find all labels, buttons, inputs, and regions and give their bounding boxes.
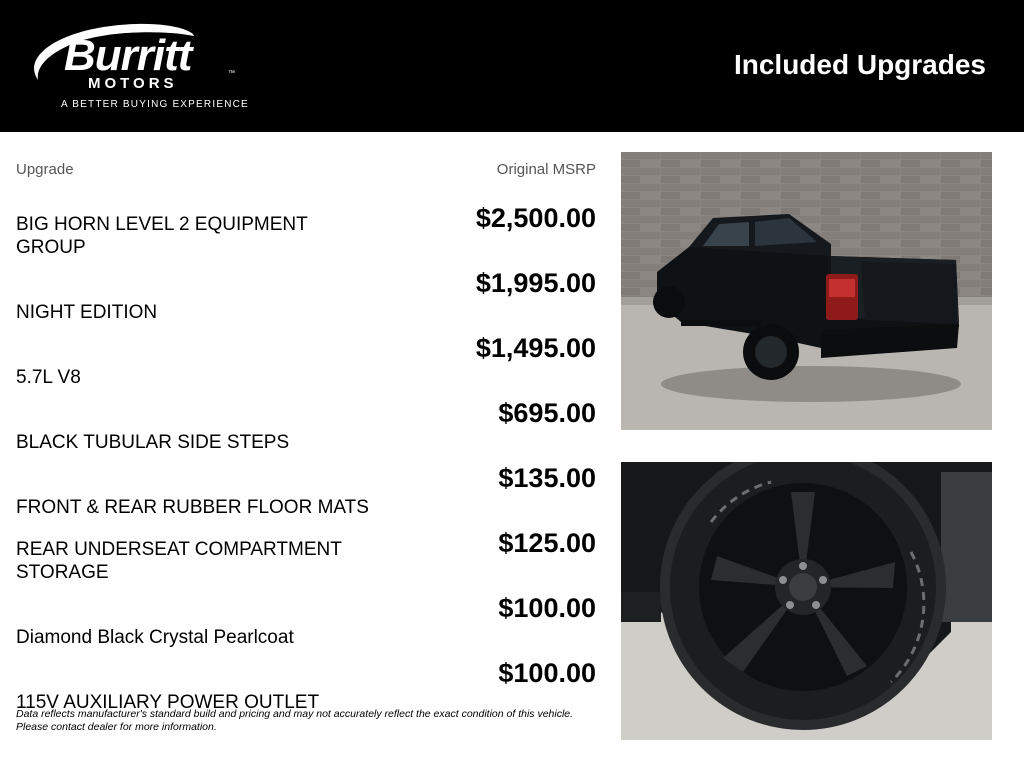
upgrade-name: Diamond Black Crystal Pearlcoat bbox=[16, 627, 294, 648]
upgrade-row bbox=[0, 592, 610, 657]
upgrade-name: FRONT & REAR RUBBER FLOOR MATS bbox=[16, 497, 369, 518]
disclaimer-text: Data reflects manufacturer's standard build and pricing and may not accurately reflect the exact condition of this vehicle. Please contact dealer for more information. bbox=[16, 708, 574, 733]
upgrade-price: $100.00 bbox=[498, 593, 596, 623]
truck-rear-photo[interactable] bbox=[621, 152, 992, 430]
upgrade-price: $695.00 bbox=[498, 398, 596, 428]
upgrade-name: BLACK TUBULAR SIDE STEPS bbox=[16, 432, 290, 453]
logo-trademark: ™ bbox=[228, 70, 235, 77]
header-banner bbox=[0, 0, 1024, 132]
upgrade-price: $135.00 bbox=[498, 463, 596, 493]
upgrade-price: $1,495.00 bbox=[475, 333, 596, 363]
burritt-motors-logo[interactable] bbox=[26, 18, 249, 118]
logo-tagline: A BETTER BUYING EXPERIENCE bbox=[61, 99, 249, 110]
wheel-closeup-photo[interactable] bbox=[621, 462, 992, 740]
upgrade-price: $1,995.00 bbox=[475, 268, 596, 298]
column-header-msrp: Original MSRP bbox=[496, 161, 596, 178]
upgrade-name: BIG HORN LEVEL 2 EQUIPMENT GROUP bbox=[16, 214, 308, 258]
column-header-upgrade: Upgrade bbox=[16, 161, 74, 178]
page-title: Included Upgrades bbox=[733, 49, 986, 80]
upgrade-price: $100.00 bbox=[498, 658, 596, 688]
upgrade-row bbox=[0, 202, 610, 267]
upgrade-price: $2,500.00 bbox=[475, 203, 596, 233]
upgrade-price: $125.00 bbox=[498, 528, 596, 558]
logo-wordmark: Burritt bbox=[64, 31, 192, 80]
upgrade-name: NIGHT EDITION bbox=[16, 302, 158, 323]
upgrade-name: 115V AUXILIARY POWER OUTLET bbox=[16, 692, 320, 713]
upgrade-name: REAR UNDERSEAT COMPARTMENT STORAGE bbox=[16, 539, 342, 583]
upgrade-row bbox=[0, 527, 610, 592]
upgrade-row bbox=[0, 462, 610, 527]
upgrade-row bbox=[0, 397, 610, 462]
logo-subtitle: MOTORS bbox=[88, 75, 178, 92]
upgrade-name: 5.7L V8 bbox=[16, 367, 81, 388]
upgrade-row bbox=[0, 267, 610, 332]
upgrade-row bbox=[0, 332, 610, 397]
